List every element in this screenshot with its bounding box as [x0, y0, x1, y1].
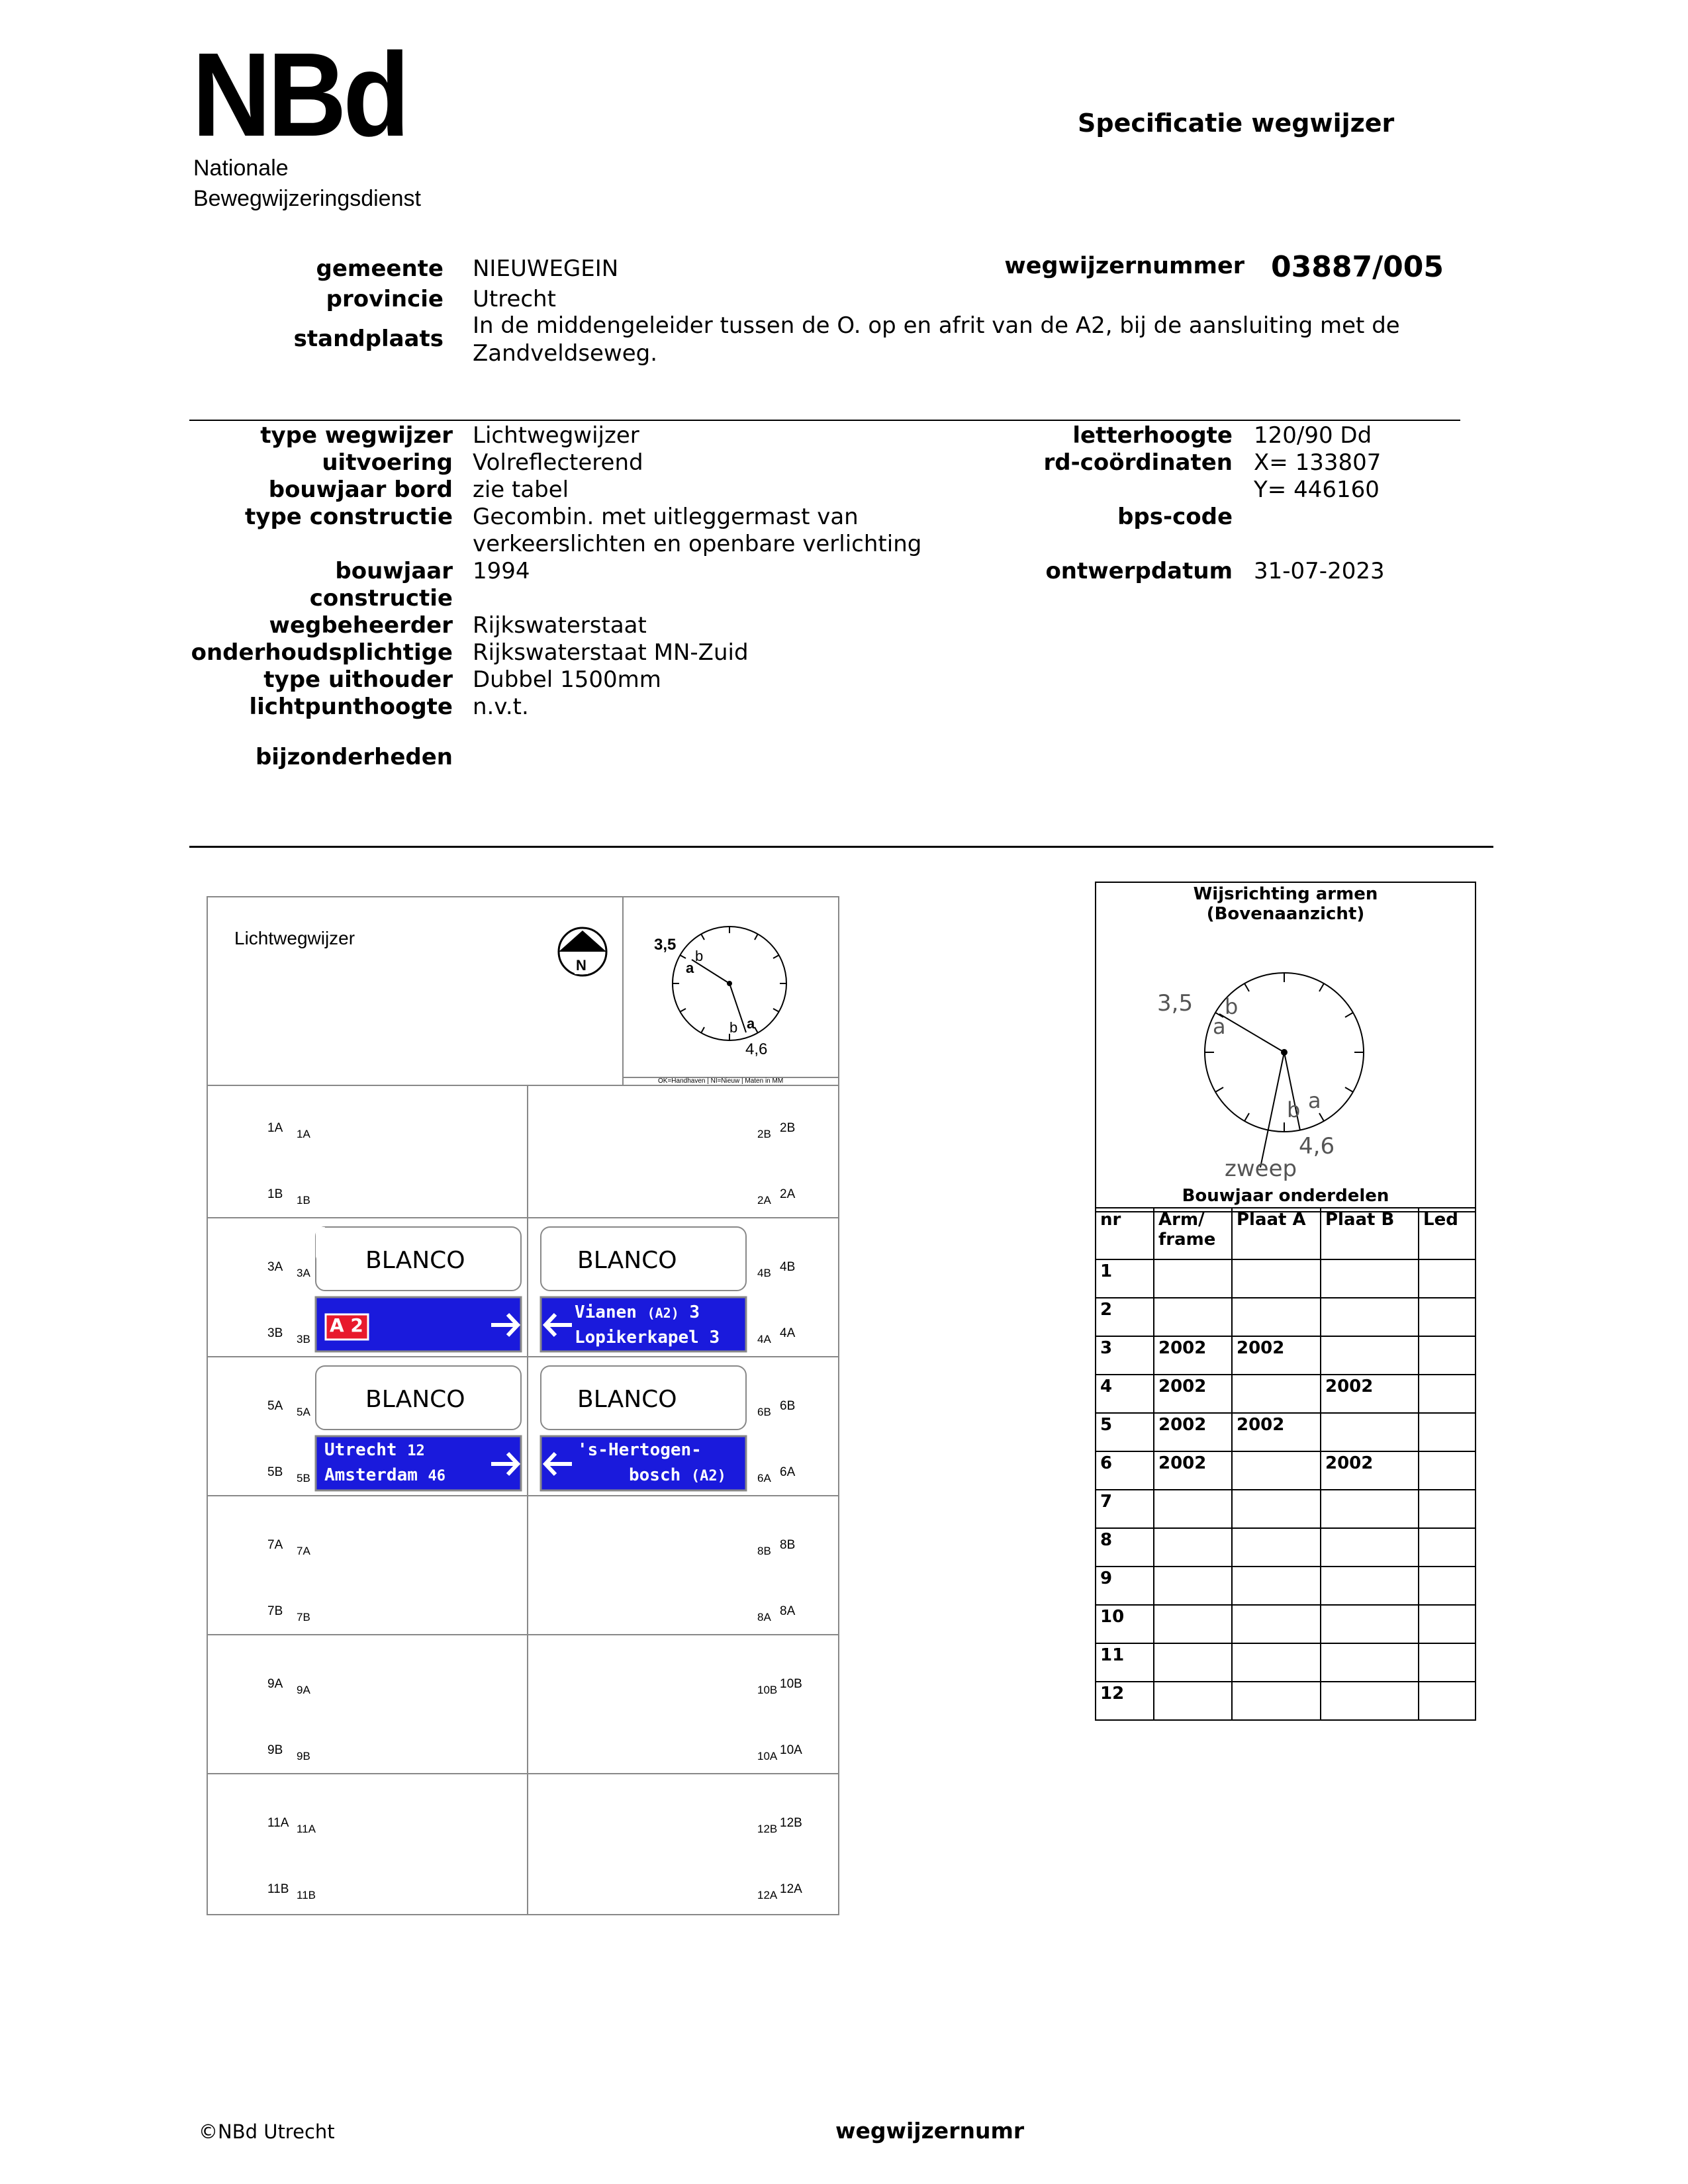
dial-bottom-label: 4,6 [745, 1040, 768, 1058]
wegwijzernummer-value: 03887/005 [1271, 250, 1444, 284]
table-cell: 9 [1096, 1567, 1154, 1605]
spec-right-value: Y= 446160 [1254, 477, 1380, 503]
spec-left-label: bouwjaar [335, 558, 453, 584]
table-cell: 10 [1096, 1605, 1154, 1643]
plate-3a-blanco: BLANCO [365, 1247, 465, 1274]
arms-title-2: (Bovenaanzicht) [1206, 904, 1365, 924]
table-cell [1419, 1413, 1476, 1451]
slot-label-left-inner: 9B [297, 1750, 310, 1762]
slot-label-right-outer: 8B [780, 1538, 796, 1552]
table-cell [1154, 1605, 1232, 1643]
slot-label-left-outer: 5A [267, 1399, 283, 1413]
sign-utrecht-line-2: Amsterdam 46 [324, 1465, 446, 1485]
table-cell [1232, 1490, 1321, 1528]
table-row [1096, 1375, 1476, 1413]
table-cell: 4 [1096, 1375, 1154, 1413]
dial-a-top: a [686, 960, 694, 976]
table-row [1096, 1336, 1476, 1375]
standplaats-line-2: Zandveldseweg. [473, 340, 658, 367]
slot-label-left-inner: 9A [297, 1684, 310, 1696]
table-cell [1154, 1298, 1232, 1336]
slot-label-left-inner: 11B [297, 1889, 316, 1901]
table-cell: 3 [1096, 1336, 1154, 1375]
spec-left-value: Dubbel 1500mm [473, 666, 661, 693]
plate-4b-blanco: BLANCO [577, 1247, 677, 1274]
standplaats-label: standplaats [293, 326, 444, 352]
divider-top [189, 420, 1460, 421]
slot-label-right-outer: 10B [780, 1677, 802, 1691]
table-cell [1232, 1605, 1321, 1643]
spec-right-label: ontwerpdatum [1045, 558, 1233, 584]
north-label: N [576, 957, 586, 974]
drawing-legend: OK=Handhaven | NI=Nieuw | Maten in MM [658, 1077, 784, 1085]
table-cell: 11 [1096, 1643, 1154, 1682]
table-cell: 2002 [1154, 1451, 1232, 1490]
spec-left-label: uitvoering [322, 449, 453, 476]
col-arm-frame: Arm/ frame [1154, 1208, 1232, 1259]
slot-label-right-inner: 2B [757, 1128, 771, 1140]
table-cell [1419, 1298, 1476, 1336]
plate-6b-blanco: BLANCO [577, 1386, 677, 1413]
spec-left-value: Gecombin. met uitleggermast van [473, 504, 859, 530]
table-cell [1321, 1298, 1419, 1336]
col-plaat-b: Plaat B [1321, 1208, 1419, 1259]
slot-label-left-inner: 11A [297, 1823, 316, 1835]
slot-label-left-outer: 11B [267, 1882, 289, 1896]
slot-label-right-inner: 4B [757, 1267, 771, 1279]
table-cell [1321, 1567, 1419, 1605]
table-cell: 2 [1096, 1298, 1154, 1336]
bouwjaar-table [1095, 1207, 1476, 1721]
table-cell: 2002 [1154, 1413, 1232, 1451]
spec-left-value: Lichtwegwijzer [473, 422, 639, 449]
bouwjaar-title: Bouwjaar onderdelen [1182, 1186, 1389, 1206]
wegwijzernummer-label: wegwijzernummer [1004, 253, 1244, 279]
spec-right-value: 120/90 Dd [1254, 422, 1372, 449]
sign-drawing [207, 896, 839, 1915]
arms-zweep-label: zweep [1225, 1156, 1297, 1182]
slot-label-left-outer: 9B [267, 1743, 283, 1757]
slot-label-right-inner: 8B [757, 1545, 771, 1557]
table-cell [1232, 1567, 1321, 1605]
slot-label-left-inner: 3B [297, 1333, 310, 1345]
dial-b-bottom: b [729, 1019, 738, 1036]
table-cell: 2002 [1232, 1413, 1321, 1451]
arms-a-top: a [1213, 1014, 1226, 1039]
nbd-logo: NBd [192, 28, 406, 161]
spec-left-value: Rijkswaterstaat [473, 612, 647, 639]
table-cell: 5 [1096, 1413, 1154, 1451]
table-cell [1154, 1682, 1232, 1720]
slot-label-left-outer: 11A [267, 1816, 289, 1830]
arms-title-1: Wijsrichting armen [1193, 884, 1378, 904]
dial-b-top: b [695, 948, 704, 964]
table-cell [1419, 1259, 1476, 1298]
table-row [1096, 1643, 1476, 1682]
slot-label-left-outer: 7A [267, 1538, 283, 1552]
table-cell [1419, 1451, 1476, 1490]
arms-panel [1095, 882, 1476, 1730]
table-cell: 2002 [1321, 1451, 1419, 1490]
table-cell [1154, 1528, 1232, 1567]
spec-left-value: Rijkswaterstaat MN-Zuid [473, 639, 749, 666]
slot-label-left-inner: 7A [297, 1545, 310, 1557]
spec-right-value: X= 133807 [1254, 449, 1382, 476]
standplaats-line-1: In de middengeleider tussen de O. op en afrit van de A2, bij de aansluiting met de [473, 312, 1400, 339]
logo-line-2: Bewegwijzeringsdienst [193, 186, 421, 211]
col-nr: nr [1096, 1208, 1154, 1259]
table-cell [1232, 1643, 1321, 1682]
slot-label-right-inner: 12A [757, 1889, 778, 1901]
table-cell: 6 [1096, 1451, 1154, 1490]
slot-label-left-inner: 1A [297, 1128, 310, 1140]
logo-line-1: Nationale [193, 156, 289, 181]
arms-bottom-label: 4,6 [1299, 1133, 1335, 1160]
drawing-title: Lichtwegwijzer [234, 928, 355, 948]
table-cell [1321, 1490, 1419, 1528]
arms-top-label: 3,5 [1157, 990, 1194, 1017]
slot-label-right-inner: 6A [757, 1472, 771, 1484]
slot-label-left-outer: 7B [267, 1604, 283, 1618]
slot-label-left-outer: 1B [267, 1187, 283, 1201]
table-row [1096, 1490, 1476, 1528]
table-row [1096, 1413, 1476, 1451]
slot-label-right-inner: 2A [757, 1194, 771, 1206]
table-cell [1232, 1259, 1321, 1298]
slot-label-right-outer: 4A [780, 1326, 796, 1340]
table-row [1096, 1451, 1476, 1490]
spec-left-label: type constructie [245, 504, 453, 530]
table-cell [1419, 1336, 1476, 1375]
provincie-value: Utrecht [473, 286, 556, 312]
slot-label-left-outer: 5B [267, 1465, 283, 1479]
sign-hertogen-line-1: 's-Hertogen- [577, 1440, 702, 1460]
arms-a-bottom: a [1308, 1088, 1321, 1113]
table-cell: 2002 [1232, 1336, 1321, 1375]
table-cell [1321, 1528, 1419, 1567]
spec-left-value: 1994 [473, 558, 530, 584]
table-cell: 2002 [1154, 1336, 1232, 1375]
spec-right-value: 31-07-2023 [1254, 558, 1385, 584]
table-row [1096, 1682, 1476, 1720]
dial-a-bottom: a [747, 1015, 755, 1032]
table-cell [1321, 1605, 1419, 1643]
slot-label-left-inner: 5B [297, 1472, 310, 1484]
slot-label-left-inner: 5A [297, 1406, 310, 1418]
bijzonderheden-label: bijzonderheden [255, 744, 453, 770]
spec-left-value: verkeerslichten en openbare verlichting [473, 531, 922, 557]
spec-right-label: letterhoogte [1072, 422, 1233, 449]
table-cell: 12 [1096, 1682, 1154, 1720]
plate-5a-blanco: BLANCO [365, 1386, 465, 1413]
slot-label-right-outer: 12B [780, 1816, 802, 1830]
slot-label-left-outer: 3B [267, 1326, 283, 1340]
table-cell [1321, 1643, 1419, 1682]
table-cell [1419, 1528, 1476, 1567]
footer-center: wegwijzernumr [835, 2118, 1025, 2144]
slot-label-right-outer: 6A [780, 1465, 796, 1479]
table-cell: 2002 [1321, 1375, 1419, 1413]
sign-utrecht-line-1: Utrecht 12 [324, 1440, 425, 1460]
spec-right-label: rd-coördinaten [1043, 449, 1233, 476]
footer-copyright: ©NBd Utrecht [199, 2120, 335, 2143]
arms-b-bottom: b [1287, 1097, 1301, 1122]
table-cell [1232, 1298, 1321, 1336]
table-cell [1419, 1605, 1476, 1643]
table-cell [1321, 1259, 1419, 1298]
table-cell: 8 [1096, 1528, 1154, 1567]
spec-left-value: zie tabel [473, 477, 569, 503]
slot-label-right-inner: 12B [757, 1823, 778, 1835]
col-led: Led [1419, 1208, 1476, 1259]
slot-label-right-inner: 10A [757, 1750, 778, 1762]
table-cell [1232, 1682, 1321, 1720]
table-cell [1154, 1259, 1232, 1298]
table-cell [1321, 1336, 1419, 1375]
slot-label-left-inner: 3A [297, 1267, 310, 1279]
slot-label-right-outer: 2A [780, 1187, 796, 1201]
slot-label-left-outer: 1A [267, 1121, 283, 1135]
table-row [1096, 1259, 1476, 1298]
table-cell: 1 [1096, 1259, 1154, 1298]
slot-label-right-outer: 8A [780, 1604, 796, 1618]
spec-left-label: bouwjaar bord [268, 477, 453, 503]
slot-label-right-inner: 4A [757, 1333, 771, 1345]
slot-label-right-outer: 2B [780, 1121, 796, 1135]
spec-left-value: Volreflecterend [473, 449, 643, 476]
gemeente-label: gemeente [316, 255, 444, 282]
table-cell [1419, 1490, 1476, 1528]
spec-right-label: bps-code [1117, 504, 1233, 530]
table-cell [1154, 1643, 1232, 1682]
table-cell: 7 [1096, 1490, 1154, 1528]
table-row [1096, 1528, 1476, 1567]
slot-label-left-inner: 7B [297, 1611, 310, 1623]
document-title: Specificatie wegwijzer [1078, 109, 1395, 138]
table-cell [1419, 1567, 1476, 1605]
slot-label-right-inner: 8A [757, 1611, 771, 1623]
table-cell [1321, 1682, 1419, 1720]
table-cell [1232, 1375, 1321, 1413]
spec-left-label: constructie [309, 585, 453, 612]
table-cell [1419, 1643, 1476, 1682]
table-cell [1154, 1490, 1232, 1528]
table-cell: 2002 [1154, 1375, 1232, 1413]
slot-label-right-outer: 6B [780, 1399, 796, 1413]
spec-left-label: wegbeheerder [269, 612, 453, 639]
slot-label-right-inner: 10B [757, 1684, 778, 1696]
sign-a2-shield: A 2 [330, 1314, 363, 1336]
arms-b-top: b [1225, 994, 1239, 1019]
slot-label-left-outer: 9A [267, 1677, 283, 1691]
gemeente-value: NIEUWEGEIN [473, 255, 619, 282]
table-row [1096, 1605, 1476, 1643]
col-plaat-a: Plaat A [1232, 1208, 1321, 1259]
spec-left-value: n.v.t. [473, 694, 529, 720]
slot-label-right-outer: 12A [780, 1882, 802, 1896]
table-cell [1321, 1413, 1419, 1451]
table-header-row [1096, 1208, 1476, 1259]
slot-label-left-outer: 3A [267, 1260, 283, 1274]
slot-label-right-outer: 4B [780, 1260, 796, 1274]
dial-top-label: 3,5 [654, 936, 677, 954]
slot-label-right-inner: 6B [757, 1406, 771, 1418]
sign-hertogen-line-2: bosch (A2) [629, 1465, 726, 1485]
table-row [1096, 1567, 1476, 1605]
slot-label-left-inner: 1B [297, 1194, 310, 1206]
divider-bottom [189, 846, 1493, 848]
table-cell [1419, 1682, 1476, 1720]
sign-vianen-line-2: Lopikerkapel 3 [575, 1328, 720, 1347]
sign-vianen-line-1: Vianen (A2) 3 [575, 1302, 700, 1322]
table-cell [1154, 1567, 1232, 1605]
spec-left-label: type uithouder [263, 666, 453, 693]
table-cell [1232, 1528, 1321, 1567]
table-row [1096, 1298, 1476, 1336]
table-cell [1419, 1375, 1476, 1413]
table-cell [1232, 1451, 1321, 1490]
spec-left-label: type wegwijzer [260, 422, 453, 449]
slot-label-right-outer: 10A [780, 1743, 802, 1757]
provincie-label: provincie [326, 286, 444, 312]
spec-left-label: onderhoudsplichtige [191, 639, 453, 666]
spec-left-label: lichtpunthoogte [249, 694, 453, 720]
